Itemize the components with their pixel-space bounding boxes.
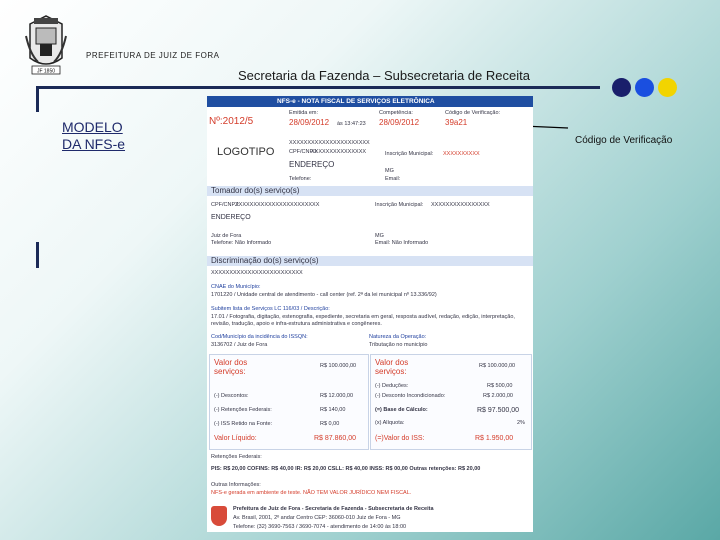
left-accent-bar-top (36, 86, 39, 112)
nfse-title: NFS-e - NOTA FISCAL DE SERVIÇOS ELETRÔNICA (277, 98, 435, 105)
provider-municipal-value: XXXXXXXXXX (443, 151, 480, 157)
tomador-state: MG (375, 233, 384, 239)
footer-line3: Telefone: (32) 3690-7563 / 3690-7074 - atendimento de 14:00 às 18:00 (233, 524, 407, 530)
subitem-label: Subitem lista de Serviços LC 116/03 / Descrição: (211, 306, 330, 312)
nfse-number: Nº:2012/5 (209, 116, 254, 127)
page-subtitle: Secretaria da Fazenda – Subsecretaria de Receita (238, 68, 530, 83)
left-row-label: Valor Líquido: (214, 435, 257, 442)
right-row-value: R$ 2.000,00 (483, 393, 513, 399)
left-row-value: R$ 0,00 (320, 421, 340, 427)
dot-navy (612, 78, 631, 97)
left-row-label: Valor dos serviços: (214, 358, 248, 376)
verification-label: Código de Verificação: (445, 110, 501, 116)
emission-time: às 13:47:23 (337, 121, 366, 127)
emission-label: Emitida em: (289, 110, 319, 116)
provider-name: XXXXXXXXXXXXXXXXXXXXXX (289, 140, 370, 146)
left-row-label: (-) ISS Retido na Fonte: (214, 421, 273, 427)
cod-municipio-value: 3136702 / Juiz de Fora (211, 342, 268, 348)
dot-blue (635, 78, 654, 97)
left-row-value: R$ 140,00 (320, 407, 346, 413)
competencia-label: Competência: (379, 110, 413, 116)
footer-line1: Prefeitura de Juiz de Fora - Secretaria de Fazenda - Subsecretaria de Receita (233, 506, 434, 512)
left-row-label: (-) Descontos: (214, 393, 249, 399)
model-title (62, 119, 125, 153)
tomador-cpf-value: XXXXXXXXXXXXXXXXXXXXXXX (235, 202, 320, 208)
cnae-value: 1701220 / Unidade central de atendimento - call center (ref. 2ª da lei municipal nº 13.336/92) (211, 292, 437, 298)
tomador-city: Juiz de Fora (211, 233, 242, 239)
right-row-label: (-) Deduções: (375, 383, 409, 389)
emission-date: 28/09/2012 (289, 118, 330, 127)
natureza-value: Tributação no município (369, 342, 428, 348)
dot-yellow (658, 78, 677, 97)
left-accent-bar-bottom (36, 242, 39, 268)
city-crest-logo (24, 14, 68, 76)
tomador-municipal-label: Inscrição Municipal: (375, 202, 424, 208)
cod-municipio-label: Cod/Município da incidência do ISSQN: (211, 334, 308, 340)
right-row-label: Valor dos serviços: (375, 358, 409, 376)
left-row-value: R$ 12.000,00 (320, 393, 354, 399)
right-row-value: R$ 1.950,00 (475, 435, 514, 442)
verification-value: 39a21 (445, 118, 468, 127)
model-title-line2: DA NFS-e (62, 136, 126, 152)
provider-cpf-label: CPF/CNPJ: (289, 149, 318, 155)
right-row-value: 2% (517, 420, 525, 426)
outras-info-label: Outras Informações: (211, 482, 261, 488)
outras-info-value: NFS-e gerada em ambiente de teste. NÃO TEM VALOR JURÍDICO NEM FISCAL. (211, 490, 412, 496)
verification-code-annotation: Código de Verificação (575, 135, 673, 146)
left-row-label: (-) Retenções Federais: (214, 407, 272, 413)
footer-line2: Av. Brasil, 2001, 2º andar Centro CEP: 36060-010 Juiz de Fora - MG (233, 515, 401, 521)
header-divider (36, 86, 600, 89)
crest-year: JF 1850 (36, 68, 56, 75)
right-row-label: (-) Desconto Incondicionado: (375, 393, 446, 399)
left-values-box (209, 354, 369, 450)
tomador-phone: Telefone: Não Informado (211, 240, 272, 246)
right-row-value: R$ 500,00 (487, 383, 513, 389)
tomador-email: Email: Não Informado (375, 240, 429, 246)
left-row-value: R$ 87.860,00 (314, 435, 357, 442)
retencoes-line: PIS: R$ 20,00 COFINS: R$ 40,00 IR: R$ 20,00 CSLL: R$ 40,00 INSS: R$ 00,00 Outras retenções: R$ 20,00 (211, 466, 481, 472)
provider-cpf-value: XXXXXXXXXXXXXXX (311, 149, 367, 155)
right-row-label: (=)Valor do ISS: (375, 435, 425, 442)
provider-state: MG (385, 168, 394, 174)
left-row-value: R$ 100.000,00 (320, 363, 357, 369)
right-row-label: (x) Alíquota: (375, 420, 405, 426)
provider-email: Email: (385, 176, 401, 182)
cnae-label: CNAE do Município: (211, 284, 261, 290)
tomador-municipal-value: XXXXXXXXXXXXXXXX (431, 202, 490, 208)
provider-address: ENDEREÇO (289, 160, 335, 169)
retencoes-label: Retenções Federais: (211, 454, 262, 460)
institution-name: PREFEITURA DE JUIZ DE FORA (86, 51, 220, 60)
subitem-value: 17.01 / Fotografia, digitação, estenografia, expediente, secretaria em geral, resposta audível, redação, edição, interpretação, revisão, tradução, apoio e infra-estrutura administrativa e congêneres. (211, 314, 515, 327)
right-row-label: (=) Base de Cálculo: (375, 407, 428, 413)
competencia-value: 28/09/2012 (379, 118, 420, 127)
tomador-address: ENDEREÇO (211, 214, 251, 221)
natureza-label: Natureza da Operação: (369, 334, 427, 340)
logo-placeholder: LOGOTIPO (217, 146, 275, 158)
provider-municipal-label: Inscrição Municipal: (385, 151, 434, 157)
right-values-box (370, 354, 532, 450)
right-row-value: R$ 100.000,00 (479, 363, 516, 369)
discriminacao-value: XXXXXXXXXXXXXXXXXXXXXXXXX (211, 270, 303, 276)
discriminacao-heading: Discriminação do(s) serviço(s) (211, 256, 319, 265)
model-title-line1: MODELO (62, 119, 123, 135)
tomador-heading: Tomador do(s) serviço(s) (211, 186, 300, 195)
provider-phone: Telefone: (289, 176, 312, 182)
tomador-cpf-label: CPF/CNPJ: (211, 202, 240, 208)
nfse-document (207, 96, 533, 532)
footer-crest-icon (211, 506, 227, 526)
right-row-value: R$ 97.500,00 (477, 407, 520, 414)
